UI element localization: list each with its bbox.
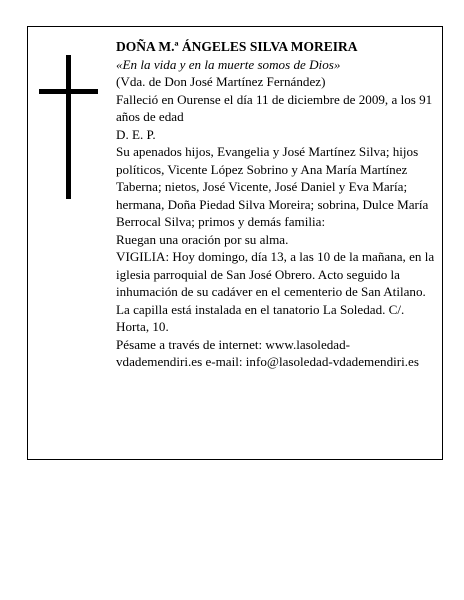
death-details: Falleció en Ourense el día 11 de diciembre de 2009, a los 91 años de edad	[116, 91, 433, 124]
family-list: Su apenados hijos, Evangelia y José Martínez Silva; hijos políticos, Vicente López Sobrino y Ana María Martínez Taberna; nietos, José Vicente, José Daniel y Eva María; hermana, Doña Piedad Silva Moreira; sobrina, Dulce María Berrocal Silva; primos y demás familia:	[116, 144, 429, 229]
motto: «En la vida y en la muerte somos de Dios»	[116, 56, 341, 72]
condolences-details: Pésame a través de internet: www.lasoledad-vdademendiri.es e-mail: info@lasoledad-vdademendiri.es	[116, 336, 419, 369]
prayer-request: Ruegan una oración por su alma.	[116, 231, 289, 247]
obituary-text	[116, 38, 436, 371]
vigil-details: VIGILIA: Hoy domingo, día 13, a las 10 de la mañana, en la iglesia parroquial de San José Obrero. Acto seguido la inhumación de su cadáver en el cementerio de San Atilano.	[116, 249, 435, 299]
obituary-notice	[27, 26, 443, 460]
chapel-details: La capilla está instalada en el tanatorio La Soledad. C/. Horta, 10.	[116, 301, 405, 334]
cross-vertical-bar	[66, 55, 71, 199]
dep-line: D. E. P.	[116, 126, 156, 142]
cross-horizontal-bar	[39, 89, 98, 94]
widow-of: (Vda. de Don José Martínez Fernández)	[116, 74, 326, 89]
deceased-name: DOÑA M.ª ÁNGELES SILVA MOREIRA	[116, 39, 358, 54]
